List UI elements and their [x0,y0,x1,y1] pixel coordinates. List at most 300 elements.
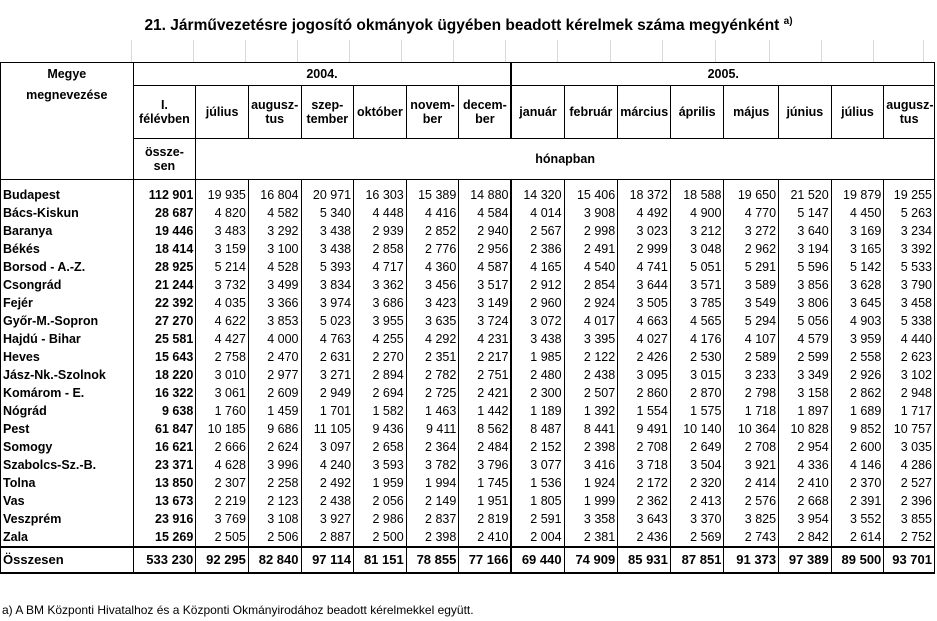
total-value-cell: 533 230 [133,547,196,573]
month-value-cell: 1 575 [670,402,724,420]
table-row [1,276,935,294]
month-value-cell: 3 423 [406,294,459,312]
total-value-cell: 82 840 [248,547,301,573]
total-value-cell: 85 931 [618,547,671,573]
month-value-cell: 20 971 [301,179,354,204]
table-row [1,402,935,420]
month-value-cell: 2 960 [511,294,564,312]
month-value-cell: 3 724 [459,312,512,330]
month-value-cell: 5 214 [196,258,249,276]
month-value-cell: 3 571 [670,276,724,294]
half-year-total-cell: 22 392 [133,294,196,312]
month-header-2004-2: szep-tember [301,85,354,138]
gridline [769,40,770,62]
footnote: a) A BM Központi Hivatalhoz és a Központi Okmányirodához beadott kérelmekkel együtt. [2,603,474,617]
month-value-cell: 3 233 [724,366,779,384]
month-value-cell: 3 806 [779,294,832,312]
month-value-cell: 3 499 [248,276,301,294]
month-value-cell: 8 562 [459,420,512,438]
month-header-2005-5: június [779,85,832,138]
month-value-cell: 5 338 [884,312,935,330]
month-header-2005-0: január [511,85,564,138]
month-value-cell: 2 926 [831,366,884,384]
month-value-cell: 1 805 [511,492,564,510]
month-value-cell: 2 666 [196,438,249,456]
month-value-cell: 2 977 [248,366,301,384]
county-name: Veszprém [1,510,134,528]
half-year-total-cell: 16 621 [133,438,196,456]
half-year-total-cell: 28 925 [133,258,196,276]
month-value-cell: 8 487 [511,420,564,438]
month-value-cell: 2 668 [779,492,832,510]
month-value-cell: 3 358 [564,510,618,528]
table-row [1,348,935,366]
month-value-cell: 3 635 [406,312,459,330]
county-header-sub: megnevezése [1,85,134,179]
month-value-cell: 3 785 [670,294,724,312]
month-value-cell: 2 954 [779,438,832,456]
gridline [923,40,924,62]
month-value-cell: 3 782 [406,456,459,474]
month-value-cell: 3 686 [354,294,407,312]
month-value-cell: 2 386 [511,240,564,258]
month-value-cell: 2 396 [884,492,935,510]
county-name: Borsod - A.-Z. [1,258,134,276]
county-name: Somogy [1,438,134,456]
month-value-cell: 5 294 [724,312,779,330]
header-row-units [1,138,935,179]
county-name: Hajdú - Bihar [1,330,134,348]
month-value-cell: 2 219 [196,492,249,510]
table-row [1,294,935,312]
month-value-cell: 1 536 [511,474,564,492]
month-value-cell: 3 438 [301,222,354,240]
month-value-cell: 3 165 [831,240,884,258]
month-value-cell: 2 999 [618,240,671,258]
gridline [453,40,454,62]
month-value-cell: 18 588 [670,179,724,204]
month-value-cell: 3 853 [248,312,301,330]
month-header-2005-4: május [724,85,779,138]
table-row [1,179,935,204]
month-value-cell: 2 589 [724,348,779,366]
month-value-cell: 4 292 [406,330,459,348]
total-value-cell: 77 166 [459,547,512,573]
month-value-cell: 3 212 [670,222,724,240]
month-header-2005-1: február [564,85,618,138]
month-value-cell: 8 441 [564,420,618,438]
month-value-cell: 2 558 [831,348,884,366]
month-value-cell: 2 149 [406,492,459,510]
month-value-cell: 3 769 [196,510,249,528]
month-value-cell: 3 015 [670,366,724,384]
month-value-cell: 5 023 [301,312,354,330]
month-value-cell: 2 056 [354,492,407,510]
month-value-cell: 2 949 [301,384,354,402]
month-value-cell: 3 438 [511,330,564,348]
month-value-cell: 2 798 [724,384,779,402]
month-value-cell: 2 576 [724,492,779,510]
month-value-cell: 3 718 [618,456,671,474]
month-value-cell: 4 014 [511,204,564,222]
month-value-cell: 3 010 [196,366,249,384]
month-value-cell: 3 505 [618,294,671,312]
month-value-cell: 4 528 [248,258,301,276]
month-value-cell: 1 994 [406,474,459,492]
month-value-cell: 4 240 [301,456,354,474]
month-value-cell: 4 176 [670,330,724,348]
month-value-cell: 2 819 [459,510,512,528]
month-value-cell: 2 631 [301,348,354,366]
month-value-cell: 10 185 [196,420,249,438]
month-value-cell: 2 939 [354,222,407,240]
month-value-cell: 3 456 [406,276,459,294]
month-value-cell: 5 291 [724,258,779,276]
month-value-cell: 1 999 [564,492,618,510]
half-year-total-cell: 16 322 [133,384,196,402]
monthly-subheader: hónapban [196,138,935,179]
total-value-cell: 81 151 [354,547,407,573]
table-row [1,312,935,330]
month-value-cell: 3 271 [301,366,354,384]
month-value-cell: 2 122 [564,348,618,366]
month-header-2005-3: április [670,85,724,138]
total-value-cell: 69 440 [511,547,564,573]
month-value-cell: 4 492 [618,204,671,222]
month-value-cell: 3 100 [248,240,301,258]
gridline [131,40,132,62]
month-value-cell: 4 820 [196,204,249,222]
month-value-cell: 4 584 [459,204,512,222]
month-value-cell: 4 587 [459,258,512,276]
month-value-cell: 3 483 [196,222,249,240]
month-value-cell: 3 370 [670,510,724,528]
spreadsheet-gridlines [0,40,937,62]
month-value-cell: 4 336 [779,456,832,474]
month-value-cell: 3 158 [779,384,832,402]
month-value-cell: 4 770 [724,204,779,222]
gridline [557,40,558,62]
month-value-cell: 3 149 [459,294,512,312]
month-value-cell: 15 406 [564,179,618,204]
month-value-cell: 3 108 [248,510,301,528]
county-name: Budapest [1,179,134,204]
month-value-cell: 3 959 [831,330,884,348]
table-row [1,330,935,348]
month-value-cell: 4 027 [618,330,671,348]
table-body [1,63,935,573]
month-value-cell: 1 897 [779,402,832,420]
year-2004-header: 2004. [133,63,511,86]
month-value-cell: 2 862 [831,384,884,402]
county-name: Győr-M.-Sopron [1,312,134,330]
month-value-cell: 2 894 [354,366,407,384]
month-value-cell: 3 996 [248,456,301,474]
half-year-total-cell: 19 446 [133,222,196,240]
month-value-cell: 5 056 [779,312,832,330]
month-value-cell: 3 392 [884,240,935,258]
month-value-cell: 2 962 [724,240,779,258]
month-value-cell: 4 900 [670,204,724,222]
month-value-cell: 3 921 [724,456,779,474]
month-value-cell: 5 596 [779,258,832,276]
month-value-cell: 3 095 [618,366,671,384]
gridline [662,40,663,62]
month-value-cell: 2 410 [779,474,832,492]
gridline [401,40,402,62]
month-value-cell: 2 624 [248,438,301,456]
month-value-cell: 14 320 [511,179,564,204]
month-value-cell: 2 956 [459,240,512,258]
month-value-cell: 3 790 [884,276,935,294]
month-value-cell: 3 856 [779,276,832,294]
county-name: Zala [1,528,134,547]
month-value-cell: 14 880 [459,179,512,204]
month-value-cell: 2 649 [670,438,724,456]
month-value-cell: 3 023 [618,222,671,240]
total-value-cell: 97 389 [779,547,832,573]
month-value-cell: 4 582 [248,204,301,222]
month-value-cell: 2 858 [354,240,407,258]
month-value-cell: 4 017 [564,312,618,330]
month-value-cell: 3 072 [511,312,564,330]
month-value-cell: 5 340 [301,204,354,222]
month-value-cell: 9 436 [354,420,407,438]
month-value-cell: 5 393 [301,258,354,276]
half-year-total-cell: 15 269 [133,528,196,547]
month-value-cell: 2 152 [511,438,564,456]
month-value-cell: 2 842 [779,528,832,547]
page-title [0,4,937,40]
month-value-cell: 1 689 [831,402,884,420]
month-value-cell: 2 694 [354,384,407,402]
month-header-2004-3: október [354,85,407,138]
month-value-cell: 4 579 [779,330,832,348]
month-value-cell: 2 491 [564,240,618,258]
title-footnote-marker: a) [783,16,793,27]
month-value-cell: 2 391 [831,492,884,510]
table-row [1,384,935,402]
month-value-cell: 5 533 [884,258,935,276]
month-value-cell: 4 107 [724,330,779,348]
month-value-cell: 2 414 [724,474,779,492]
month-value-cell: 3 169 [831,222,884,240]
month-value-cell: 11 105 [301,420,354,438]
county-name: Pest [1,420,134,438]
data-table [0,62,935,574]
month-value-cell: 3 272 [724,222,779,240]
month-value-cell: 2 758 [196,348,249,366]
county-name: Csongrád [1,276,134,294]
month-value-cell: 2 413 [670,492,724,510]
month-value-cell: 2 623 [884,348,935,366]
month-value-cell: 3 628 [831,276,884,294]
month-value-cell: 1 745 [459,474,512,492]
month-value-cell: 3 102 [884,366,935,384]
month-value-cell: 2 752 [884,528,935,547]
county-name: Vas [1,492,134,510]
county-name: Komárom - E. [1,384,134,402]
month-value-cell: 4 540 [564,258,618,276]
month-value-cell: 9 411 [406,420,459,438]
month-value-cell: 3 589 [724,276,779,294]
half-year-total-cell: 18 414 [133,240,196,258]
half-year-total-cell: 21 244 [133,276,196,294]
month-value-cell: 19 255 [884,179,935,204]
month-value-cell: 1 392 [564,402,618,420]
month-value-cell: 4 741 [618,258,671,276]
month-value-cell: 5 051 [670,258,724,276]
half-year-total-cell: 13 850 [133,474,196,492]
month-value-cell: 2 948 [884,384,935,402]
month-value-cell: 2 924 [564,294,618,312]
month-value-cell: 2 708 [724,438,779,456]
month-value-cell: 3 927 [301,510,354,528]
month-value-cell: 1 951 [459,492,512,510]
month-value-cell: 4 622 [196,312,249,330]
month-value-cell: 1 554 [618,402,671,420]
month-value-cell: 2 438 [564,366,618,384]
total-value-cell: 92 295 [196,547,249,573]
gridline [505,40,506,62]
half-year-total-cell: 23 916 [133,510,196,528]
month-value-cell: 3 517 [459,276,512,294]
month-header-2004-1: augusz-tus [248,85,301,138]
month-value-cell: 2 743 [724,528,779,547]
month-value-cell: 5 142 [831,258,884,276]
month-value-cell: 2 480 [511,366,564,384]
table-row [1,474,935,492]
month-value-cell: 2 470 [248,348,301,366]
month-value-cell: 4 231 [459,330,512,348]
half-year-total-cell: 23 371 [133,456,196,474]
month-value-cell: 4 717 [354,258,407,276]
month-value-cell: 1 189 [511,402,564,420]
half-year-total-cell: 15 643 [133,348,196,366]
month-value-cell: 10 828 [779,420,832,438]
month-header-2004-5: decem-ber [459,85,512,138]
month-value-cell: 4 286 [884,456,935,474]
month-header-2004-0: július [196,85,249,138]
month-value-cell: 1 959 [354,474,407,492]
header-row-years [1,63,935,86]
half-year-total-cell: 61 847 [133,420,196,438]
month-value-cell: 1 459 [248,402,301,420]
month-value-cell: 2 381 [564,528,618,547]
month-value-cell: 2 398 [406,528,459,547]
month-value-cell: 18 372 [618,179,671,204]
month-value-cell: 2 569 [670,528,724,547]
total-value-cell: 74 909 [564,547,618,573]
month-value-cell: 2 527 [884,474,935,492]
year-2005-header: 2005. [511,63,934,86]
month-value-cell: 15 389 [406,179,459,204]
month-value-cell: 3 438 [301,240,354,258]
month-value-cell: 9 491 [618,420,671,438]
month-header-2005-7: augusz-tus [884,85,935,138]
month-value-cell: 2 004 [511,528,564,547]
month-value-cell: 5 147 [779,204,832,222]
total-row [1,547,935,573]
month-value-cell: 2 320 [670,474,724,492]
month-value-cell: 3 362 [354,276,407,294]
month-value-cell: 2 530 [670,348,724,366]
month-value-cell: 2 123 [248,492,301,510]
half-year-total-cell: 28 687 [133,204,196,222]
header-row-months [1,85,935,138]
total-subheader: össze-sen [133,138,196,179]
half-year-total-cell: 112 901 [133,179,196,204]
month-value-cell: 3 395 [564,330,618,348]
month-value-cell: 2 614 [831,528,884,547]
month-value-cell: 9 686 [248,420,301,438]
month-value-cell: 2 776 [406,240,459,258]
total-value-cell: 78 855 [406,547,459,573]
month-value-cell: 4 035 [196,294,249,312]
month-value-cell: 2 599 [779,348,832,366]
month-value-cell: 4 448 [354,204,407,222]
month-value-cell: 4 565 [670,312,724,330]
total-value-cell: 97 114 [301,547,354,573]
month-value-cell: 2 410 [459,528,512,547]
gridline [193,40,194,62]
month-value-cell: 3 349 [779,366,832,384]
month-value-cell: 2 172 [618,474,671,492]
month-value-cell: 2 658 [354,438,407,456]
table-row [1,258,935,276]
month-value-cell: 2 300 [511,384,564,402]
county-name: Jász-Nk.-Szolnok [1,366,134,384]
month-value-cell: 16 303 [354,179,407,204]
month-value-cell: 4 416 [406,204,459,222]
month-value-cell: 2 837 [406,510,459,528]
month-value-cell: 2 436 [618,528,671,547]
month-value-cell: 2 507 [564,384,618,402]
month-value-cell: 2 364 [406,438,459,456]
county-name: Szabolcs-Sz.-B. [1,456,134,474]
month-value-cell: 2 852 [406,222,459,240]
gridline [610,40,611,62]
month-value-cell: 9 852 [831,420,884,438]
month-value-cell: 4 663 [618,312,671,330]
half-year-total-cell: 18 220 [133,366,196,384]
month-value-cell: 2 912 [511,276,564,294]
county-header-top: Megye [1,63,134,86]
county-name: Tolna [1,474,134,492]
month-value-cell: 10 140 [670,420,724,438]
month-value-cell: 2 782 [406,366,459,384]
gridline [715,40,716,62]
table-row [1,438,935,456]
table-row [1,510,935,528]
half-year-total-cell: 25 581 [133,330,196,348]
table-row [1,492,935,510]
month-value-cell: 2 986 [354,510,407,528]
month-value-cell: 1 701 [301,402,354,420]
month-value-cell: 2 362 [618,492,671,510]
month-value-cell: 2 351 [406,348,459,366]
title-text: 21. Járművezetésre jogosító okmányok ügyében beadott kérelmek száma megyénként [144,17,780,34]
gridline [821,40,822,62]
table-row [1,366,935,384]
month-value-cell: 4 628 [196,456,249,474]
month-value-cell: 3 077 [511,456,564,474]
month-value-cell: 2 506 [248,528,301,547]
month-value-cell: 3 955 [354,312,407,330]
half-year-header: I. félévben [133,85,196,138]
month-value-cell: 1 985 [511,348,564,366]
month-value-cell: 2 307 [196,474,249,492]
